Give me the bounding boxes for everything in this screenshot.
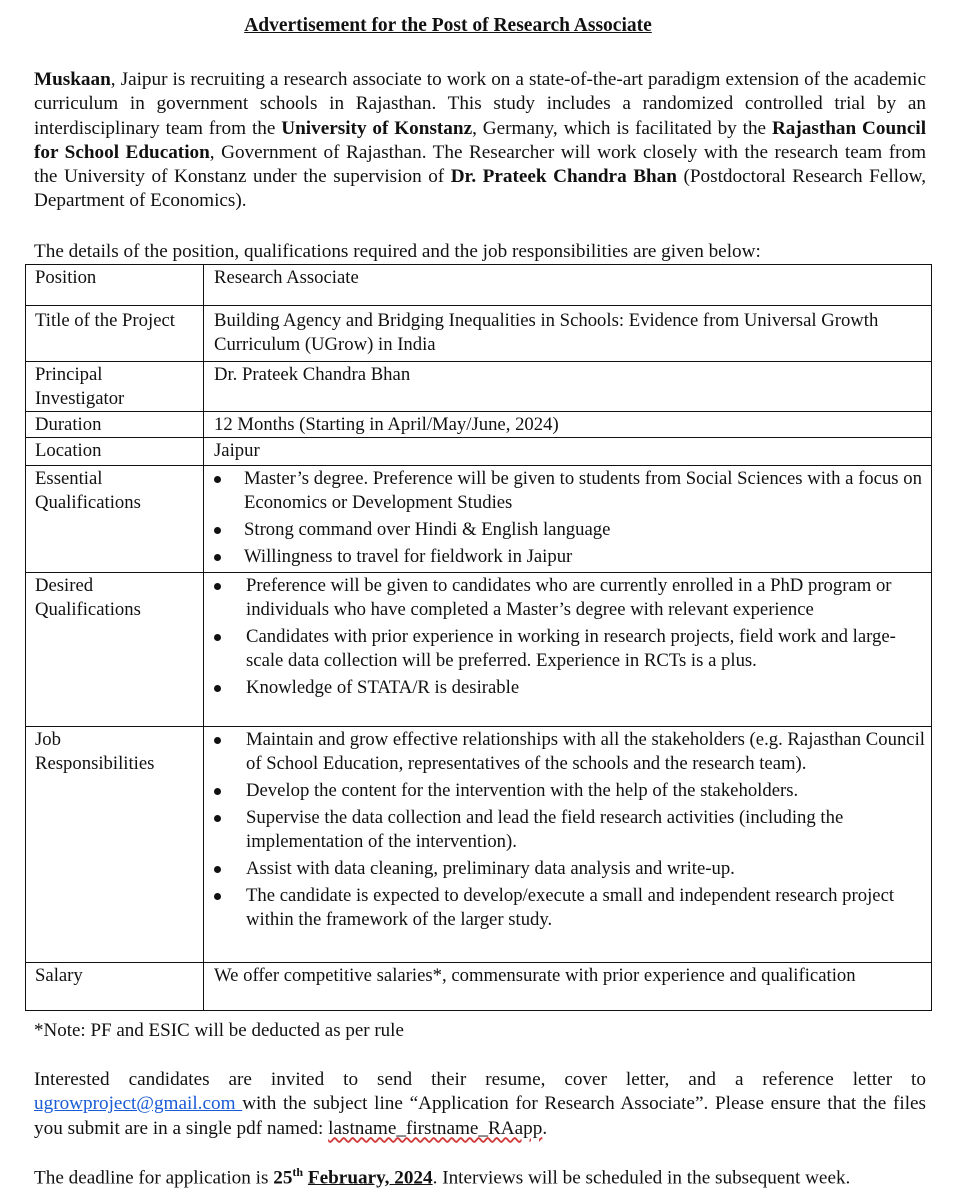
table-row [26, 362, 932, 412]
list-item [210, 728, 927, 776]
row-value [204, 573, 932, 727]
university-name: University of Konstanz [281, 117, 473, 139]
bullet-icon [214, 685, 221, 692]
deadline-line [34, 1165, 850, 1189]
list-item [210, 467, 927, 515]
table-row [26, 573, 932, 727]
table-row [26, 438, 932, 466]
row-label: Essential Qualifications [26, 466, 204, 573]
list-item [210, 779, 927, 803]
row-label: Principal Investigator [26, 362, 204, 412]
row-value: Research Associate [204, 265, 932, 306]
job-responsibilities-list [204, 728, 927, 932]
bullet-icon [214, 476, 221, 483]
row-label: Desired Qualifications [26, 573, 204, 727]
row-label: Location [26, 438, 204, 466]
list-item [210, 806, 927, 854]
deadline-day: 25 [273, 1167, 293, 1189]
list-item-text: Candidates with prior experience in working in research projects, field work and large-scale data collection will be preferred. Experience in RCTs is a plus. [246, 626, 896, 671]
list-item [210, 545, 927, 569]
table-row [26, 963, 932, 1011]
row-value: We offer competitive salaries*, commensurate with prior experience and qualification [204, 963, 932, 1011]
row-label: Salary [26, 963, 204, 1011]
row-value [204, 727, 932, 963]
essential-qualifications-list [204, 467, 927, 569]
list-item-text: Master’s degree. Preference will be given to students from Social Sciences with a focus on Economics or Development Studies [244, 468, 922, 513]
intro-text-4: (Postdoctoral Research Fellow, Department of Economics). [34, 166, 927, 212]
list-item [210, 857, 927, 881]
list-item-text: Knowledge of STATA/R is desirable [246, 677, 520, 698]
intro-paragraph [34, 68, 926, 214]
council-name: Rajasthan Council for School Education [34, 117, 927, 163]
intro-text-1: , Jaipur is recruiting a research associate to work on a state-of-the-art paradigm extension of the academic curriculum in government schools in Rajasthan. This study includes a randomized controlled trial by an interdisciplinary team from the [34, 69, 926, 139]
table-row [26, 412, 932, 438]
supervisor-name: Dr. Prateek Chandra Bhan [450, 166, 677, 188]
intro-text-3: , Government of Rajasthan. The Researcher will work closely with the research team from the University of Konstanz under the supervision of [34, 141, 927, 188]
row-label: Title of the Project [26, 306, 204, 362]
list-item-text: The candidate is expected to develop/execute a small and independent research project within the framework of the larger study. [246, 885, 895, 930]
list-item [210, 625, 927, 673]
apply-text-1: Interested candidates are invited to send their resume, cover letter, and a reference letter to [34, 1069, 926, 1090]
list-item-text: Assist with data cleaning, preliminary data analysis and write-up. [246, 858, 735, 879]
table-row [26, 727, 932, 963]
list-item-text: Willingness to travel for fieldwork in Jaipur [244, 546, 573, 567]
page-title: Advertisement for the Post of Research Associate [244, 15, 652, 36]
list-item [210, 574, 927, 622]
bullet-icon [214, 527, 221, 534]
list-item-text: Develop the content for the intervention with the help of the stakeholders. [246, 780, 799, 801]
list-item-text: Maintain and grow effective relationships with all the stakeholders (e.g. Rajasthan Council of School Education, representatives of the schools and the research team). [246, 729, 925, 774]
list-item [210, 676, 927, 700]
org-name: Muskaan [34, 69, 111, 90]
bullet-icon [214, 788, 221, 795]
row-value: Jaipur [204, 438, 932, 466]
bullet-icon [214, 737, 221, 744]
details-intro: The details of the position, qualifications required and the job responsibilities are given below: [34, 241, 761, 262]
table-row [26, 466, 932, 573]
row-label: Duration [26, 412, 204, 438]
bullet-icon [214, 583, 221, 590]
position-details-table [25, 264, 932, 1011]
list-item [210, 884, 927, 932]
row-value [204, 466, 932, 573]
bullet-icon [214, 554, 221, 561]
application-instructions [34, 1068, 926, 1141]
apply-text-3: . [542, 1117, 548, 1139]
table-row [26, 306, 932, 362]
bullet-icon [214, 634, 221, 641]
intro-text-2: , Germany, which is facilitated by the [472, 117, 772, 139]
row-label: Job Responsibilities [26, 727, 204, 963]
deadline-text-1: The deadline for application is [34, 1167, 274, 1189]
list-item-text: Strong command over Hindi & English language [244, 519, 611, 540]
list-item-text: Supervise the data collection and lead the field research activities (including the implementation of the intervention). [246, 807, 844, 852]
row-label: Position [26, 265, 204, 306]
deadline-day-suffix: th [292, 1165, 304, 1179]
row-value: Building Agency and Bridging Inequalities in Schools: Evidence from Universal Growth Curriculum (UGrow) in India [204, 306, 932, 362]
list-item-text: Preference will be given to candidates who are currently enrolled in a PhD program or individuals who have completed a Master’s degree with relevant experience [246, 575, 892, 620]
filename-text: lastname_firstname_RAapp [328, 1117, 543, 1139]
desired-qualifications-list [204, 574, 927, 700]
bullet-icon [214, 893, 221, 900]
table-row [26, 265, 932, 306]
email-link[interactable]: ugrowproject@gmail.com [34, 1093, 243, 1115]
salary-note: *Note: PF and ESIC will be deducted as per rule [34, 1020, 404, 1041]
deadline-text-2: . Interviews will be scheduled in the subsequent week. [432, 1167, 851, 1189]
apply-text-2: with the subject line “Application for Research Associate”. Please ensure that the files you submit are in a single pdf named: [34, 1093, 927, 1139]
bullet-icon [214, 815, 221, 822]
list-item [210, 518, 927, 542]
bullet-icon [214, 866, 221, 873]
row-value: 12 Months (Starting in April/May/June, 2024) [204, 412, 932, 438]
row-value: Dr. Prateek Chandra Bhan [204, 362, 932, 412]
deadline-month: February, 2024 [307, 1167, 433, 1189]
